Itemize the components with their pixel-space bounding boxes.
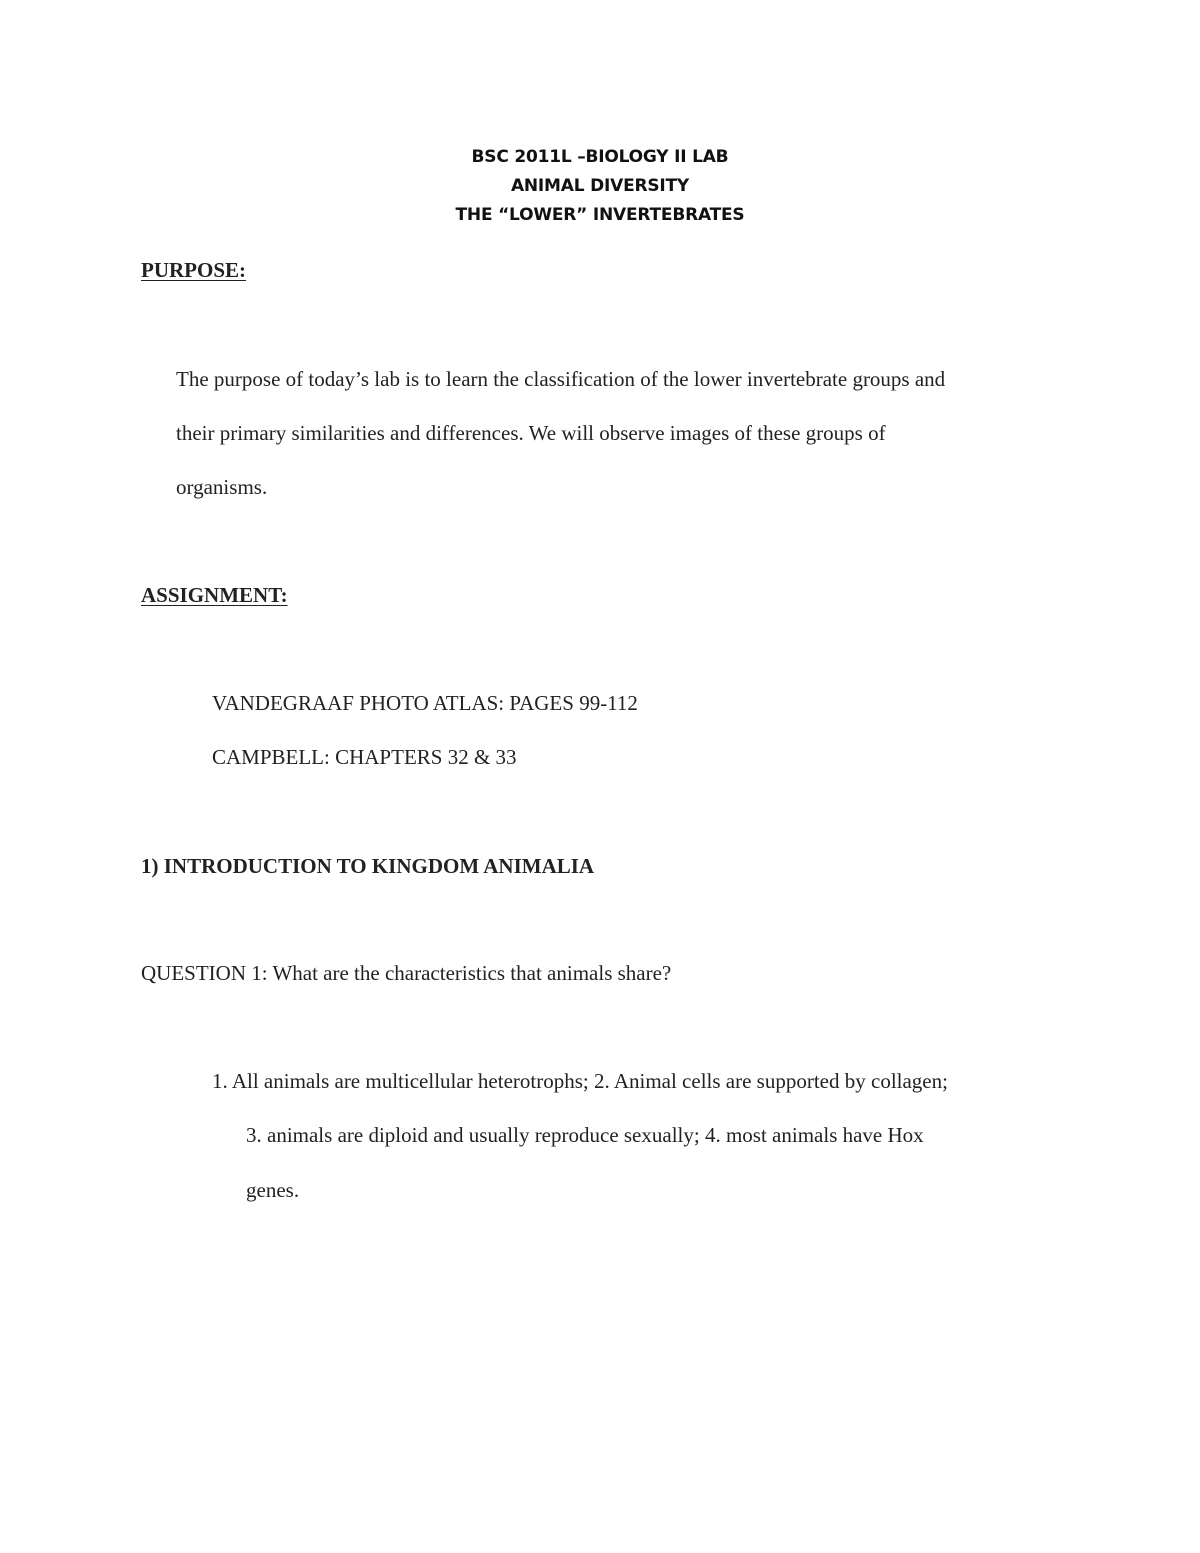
purpose-line-2: their primary similarities and differences. We will observe images of these groups of bbox=[176, 421, 886, 445]
purpose-line-3: organisms. bbox=[176, 475, 268, 499]
document-header bbox=[0, 143, 1200, 230]
answer-line-1: 1. All animals are multicellular heterotrophs; 2. Animal cells are supported by collagen; bbox=[212, 1069, 948, 1093]
lab-subtitle: THE “LOWER” INVERTEBRATES bbox=[455, 205, 745, 225]
assignment-heading: ASSIGNMENT: bbox=[141, 583, 288, 607]
answer-line-3: genes. bbox=[246, 1178, 300, 1202]
answer-line-2: 3. animals are diploid and usually reproduce sexually; 4. most animals have Hox bbox=[246, 1123, 924, 1147]
course-title: BSC 2011L –BIOLOGY II LAB bbox=[471, 147, 729, 167]
purpose-heading: PURPOSE: bbox=[141, 258, 246, 282]
assignment-item-atlas: VANDEGRAAF PHOTO ATLAS: PAGES 99-112 bbox=[212, 691, 638, 715]
assignment-item-campbell: CAMPBELL: CHAPTERS 32 & 33 bbox=[212, 745, 517, 769]
question-1: QUESTION 1: What are the characteristics that animals share? bbox=[141, 961, 672, 985]
lab-title: ANIMAL DIVERSITY bbox=[510, 176, 690, 196]
purpose-line-1: The purpose of today’s lab is to learn the classification of the lower invertebrate groups and bbox=[176, 367, 946, 391]
section-1-heading: 1) INTRODUCTION TO KINGDOM ANIMALIA bbox=[141, 854, 595, 878]
